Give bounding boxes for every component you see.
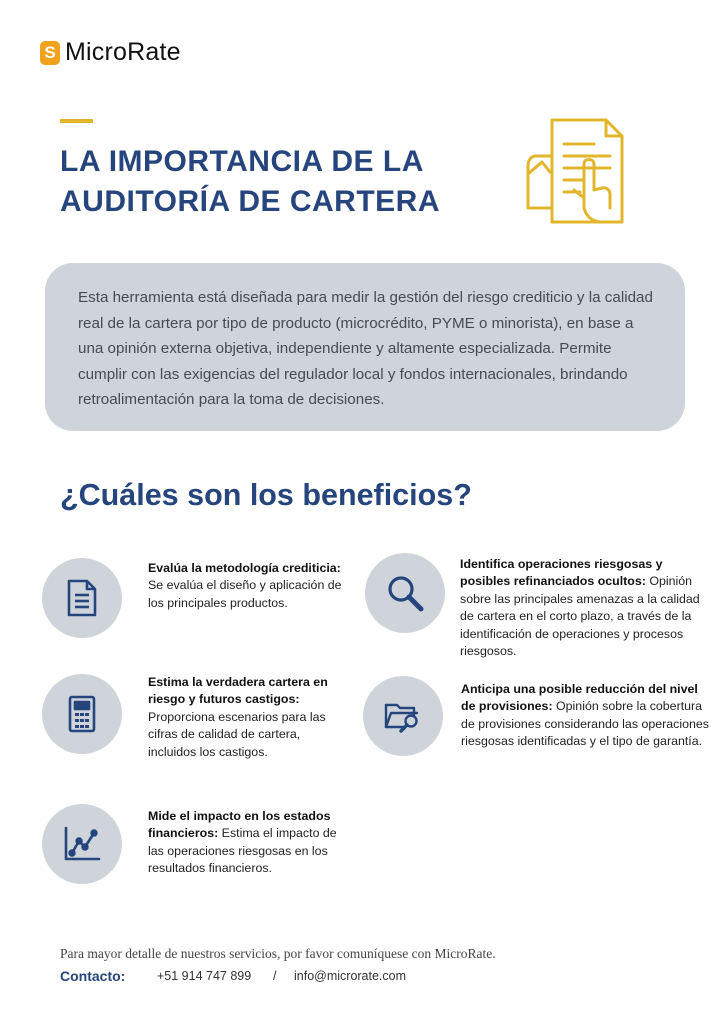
benefit-heading: Anticipa una posible reducción del nivel de provisiones: [461, 682, 698, 714]
folder-search-icon [384, 699, 422, 733]
title-line-2: AUDITORÍA DE CARTERA [60, 185, 441, 218]
benefit-description: Se evalúa el diseño y aplicación de los principales productos. [148, 578, 342, 610]
benefits-title: ¿Cuáles son los beneficios? [60, 478, 472, 512]
footer-note: Para mayor detalle de nuestros servicios, por favor comuníquese con MicroRate. [60, 946, 496, 961]
intro-panel: Esta herramienta está diseñada para medir la gestión del riesgo crediticio y la calidad real de la cartera por tipo de producto (microcrédito, PYME o minorista), en base a una opinión externa objetiva, independiente y altamente especializada. Permite cumplir con las exigencias del regulador local y fondos internacionales, brindando retroalimentación para la toma de decisiones. [45, 263, 685, 431]
benefit-description: Proporciona escenarios para las cifras de calidad de cartera, incluidos los castigos. [148, 709, 326, 759]
benefit-heading: Estima la verdadera cartera en riesgo y futuros castigos: [148, 675, 328, 707]
benefit-icon-circle [363, 676, 443, 756]
logo-icon: S [40, 41, 60, 65]
benefit-icon-circle [42, 674, 122, 754]
title-line-1: LA IMPORTANCIA DE LA [60, 145, 424, 178]
benefit-icon-circle [42, 804, 122, 884]
page-title [60, 142, 440, 222]
benefit-description: Opinión sobre las principales amenazas a la calidad de cartera en el corto plazo, a través de la identificación de operaciones y procesos riesgosos. [460, 574, 700, 659]
document-touch-icon [522, 116, 630, 228]
benefit-heading: Identifica operaciones riesgosas y posibles refinanciados ocultos: [460, 557, 663, 589]
brand-name: MicroRate [65, 38, 181, 66]
benefit-heading: Mide el impacto en los estados financieros: [148, 809, 331, 841]
contact-separator: / [273, 969, 277, 983]
brand-logo [40, 38, 181, 67]
document-icon [66, 578, 98, 618]
benefit-description: Opinión sobre la cobertura de provisiones considerando las operaciones riesgosas identificadas y el tipo de garantía. [461, 699, 709, 749]
title-accent-bar [60, 119, 93, 123]
magnifier-icon [384, 572, 426, 614]
benefit-icon-circle [42, 558, 122, 638]
contact-email[interactable]: info@microrate.com [294, 969, 407, 983]
contact-label: Contacto: [60, 968, 126, 984]
benefit-heading: Evalúa la metodología crediticia: [148, 561, 341, 575]
benefit-icon-circle [365, 553, 445, 633]
calculator-icon [67, 694, 97, 734]
line-chart-icon [63, 826, 101, 862]
benefit-description: Estima el impacto de las operaciones riesgosas en los resultados financieros. [148, 826, 337, 876]
contact-phone[interactable]: +51 914 747 899 [157, 969, 252, 983]
